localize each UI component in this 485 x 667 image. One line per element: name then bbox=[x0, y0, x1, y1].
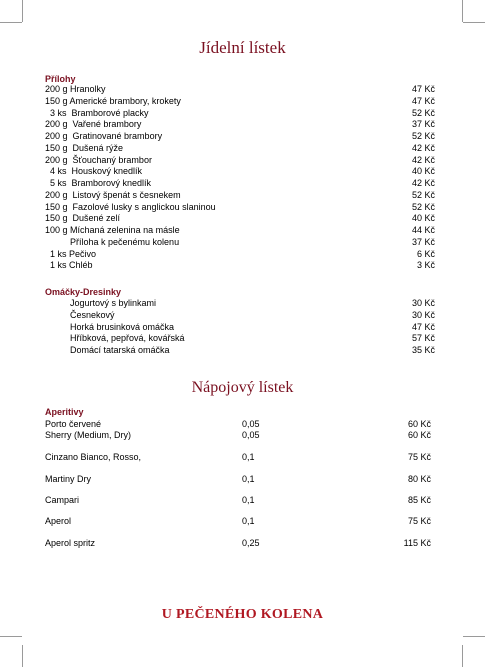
side-row bbox=[45, 237, 435, 248]
drink-row bbox=[45, 419, 431, 430]
item-name: Česnekový bbox=[45, 309, 115, 320]
item-name: 200 g Vařené brambory bbox=[45, 119, 142, 130]
side-row bbox=[45, 119, 435, 130]
drink-volume: 0,1 bbox=[242, 452, 255, 462]
side-row bbox=[45, 108, 435, 119]
item-name: 150 g Fazolové lusky s anglickou slaninou bbox=[45, 201, 216, 212]
item-name: 3 ks Bramborové placky bbox=[45, 107, 149, 118]
item-name: Příloha k pečenému kolenu bbox=[45, 236, 180, 247]
crop-mark bbox=[463, 22, 485, 23]
drink-row bbox=[45, 495, 431, 506]
item-name: 5 ks Bramborový knedlík bbox=[45, 178, 152, 188]
drink-name: Campari bbox=[45, 495, 80, 505]
sauce-row bbox=[45, 345, 435, 356]
sauce-row bbox=[45, 310, 435, 321]
drink-name: Aperol bbox=[45, 516, 72, 526]
item-price: 52 Kč bbox=[411, 201, 435, 212]
drinks-title: Nápojový lístek bbox=[191, 379, 294, 396]
item-price: 42 Kč bbox=[411, 178, 435, 188]
crop-mark bbox=[462, 645, 463, 667]
item-name: 200 g Šťouchaný brambor bbox=[45, 154, 152, 165]
crop-mark bbox=[463, 636, 485, 637]
side-row bbox=[45, 84, 435, 95]
item-name: Domácí tatarská omáčka bbox=[45, 345, 170, 356]
crop-mark bbox=[22, 0, 23, 22]
side-row bbox=[45, 225, 435, 236]
side-row bbox=[45, 260, 435, 271]
drink-price: 60 Kč bbox=[407, 419, 431, 429]
drink-row bbox=[45, 430, 431, 441]
drink-name: Cinzano Bianco, Rosso, bbox=[45, 452, 142, 462]
sauce-row bbox=[45, 298, 435, 309]
item-name: 150 g Dušené zelí bbox=[45, 213, 121, 224]
drink-volume: 0,05 bbox=[242, 419, 260, 429]
drink-volume: 0,05 bbox=[242, 430, 260, 440]
item-price: 30 Kč bbox=[411, 309, 435, 320]
drink-name: Aperol spritz bbox=[45, 538, 96, 548]
drink-name: Martiny Dry bbox=[45, 474, 92, 484]
side-row bbox=[45, 249, 435, 260]
crop-mark bbox=[22, 645, 23, 667]
item-price: 37 Kč bbox=[411, 236, 435, 247]
drink-volume: 0,1 bbox=[242, 516, 255, 526]
item-price: 52 Kč bbox=[411, 189, 435, 200]
side-row bbox=[45, 190, 435, 201]
side-row bbox=[45, 178, 435, 189]
drink-row bbox=[45, 452, 431, 463]
item-price: 40 Kč bbox=[411, 166, 435, 177]
side-row bbox=[45, 202, 435, 213]
side-row bbox=[45, 166, 435, 177]
drink-name: Sherry (Medium, Dry) bbox=[45, 430, 132, 440]
item-name: 200 g Gratinované brambory bbox=[45, 131, 163, 141]
item-price: 6 Kč bbox=[416, 248, 435, 259]
item-name: Horká brusinková omáčka bbox=[45, 321, 175, 332]
menu-title: Jídelní lístek bbox=[199, 38, 286, 57]
item-price: 40 Kč bbox=[411, 213, 435, 224]
drink-price: 115 Kč bbox=[403, 538, 431, 548]
side-row bbox=[45, 213, 435, 224]
item-name: 200 g Hranolky bbox=[45, 84, 106, 94]
side-row bbox=[45, 155, 435, 166]
item-name: 150 g Americké brambory, krokety bbox=[45, 95, 181, 106]
side-row bbox=[45, 131, 435, 142]
drink-price: 75 Kč bbox=[407, 516, 431, 526]
item-name: 4 ks Houskový knedlík bbox=[45, 166, 143, 177]
drink-volume: 0,1 bbox=[242, 474, 255, 484]
crop-mark bbox=[0, 636, 22, 637]
drink-row bbox=[45, 538, 431, 549]
item-name: 1 ks Chléb bbox=[45, 260, 93, 271]
item-price: 42 Kč bbox=[411, 154, 435, 165]
item-price: 57 Kč bbox=[411, 333, 435, 344]
side-row bbox=[45, 143, 435, 154]
crop-mark bbox=[462, 0, 463, 22]
item-price: 47 Kč bbox=[411, 95, 435, 106]
item-price: 30 Kč bbox=[411, 298, 435, 308]
item-price: 42 Kč bbox=[411, 142, 435, 153]
drink-row bbox=[45, 516, 431, 527]
item-name: 150 g Dušená rýže bbox=[45, 142, 124, 153]
crop-mark bbox=[0, 22, 22, 23]
sauce-row bbox=[45, 322, 435, 333]
item-name: 1 ks Pečivo bbox=[45, 248, 97, 259]
item-name: 200 g Listový špenát s česnekem bbox=[45, 189, 181, 200]
item-price: 47 Kč bbox=[411, 84, 435, 94]
side-row bbox=[45, 96, 435, 107]
drink-price: 75 Kč bbox=[407, 452, 431, 462]
item-price: 35 Kč bbox=[411, 345, 435, 356]
item-price: 52 Kč bbox=[411, 131, 435, 141]
sauce-row bbox=[45, 333, 435, 344]
item-name: 100 g Míchaná zelenina na másle bbox=[45, 225, 180, 235]
item-price: 44 Kč bbox=[411, 225, 435, 235]
drink-name: Porto červené bbox=[45, 419, 102, 429]
section-heading-sides: Přílohy bbox=[45, 74, 76, 84]
item-price: 47 Kč bbox=[411, 321, 435, 332]
drink-price: 85 Kč bbox=[407, 495, 431, 505]
drink-volume: 0,1 bbox=[242, 495, 255, 505]
item-name: Hříbková, pepřová, kovářská bbox=[45, 333, 185, 344]
item-price: 3 Kč bbox=[416, 260, 435, 271]
item-name: Jogurtový s bylinkami bbox=[45, 298, 157, 308]
section-heading-sauces: Omáčky-Dresinky bbox=[45, 287, 122, 297]
drink-volume: 0,25 bbox=[242, 538, 260, 548]
drink-price: 80 Kč bbox=[407, 474, 431, 484]
drink-price: 60 Kč bbox=[407, 430, 431, 440]
item-price: 52 Kč bbox=[411, 107, 435, 118]
drink-row bbox=[45, 474, 431, 485]
item-price: 37 Kč bbox=[411, 119, 435, 130]
restaurant-name: U PEČENÉHO KOLENA bbox=[161, 607, 324, 622]
section-heading-aperitifs: Aperitivy bbox=[45, 407, 84, 417]
